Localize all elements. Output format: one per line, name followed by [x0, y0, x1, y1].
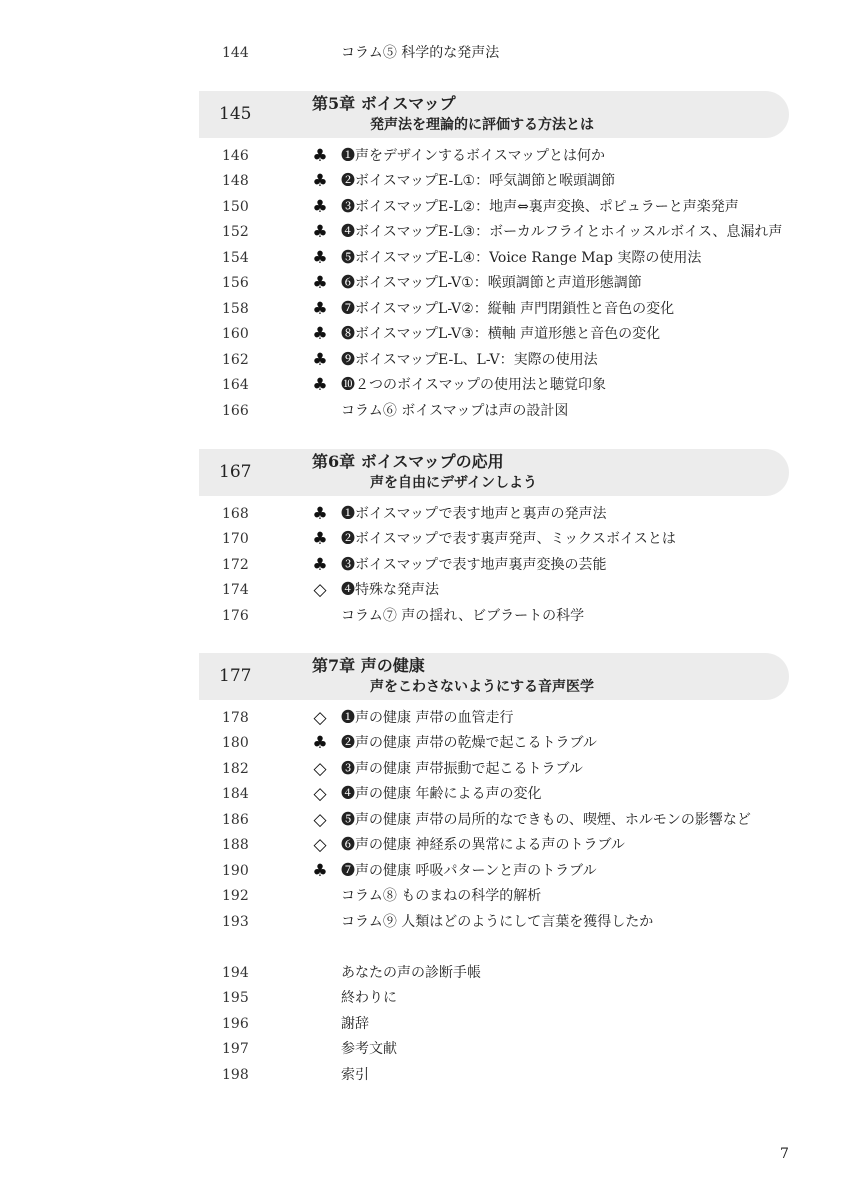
- entry-page-number: 190: [222, 863, 249, 879]
- toc-entry[interactable]: [0, 553, 850, 578]
- chapter-subtitle: 声をこわさないようにする音声医学: [370, 679, 594, 695]
- toc-entry[interactable]: [0, 322, 850, 347]
- entry-title: ❷ボイスマップで表す裏声発声、ミックスボイスとは: [341, 531, 676, 547]
- entry-page-number: 195: [222, 990, 249, 1006]
- entry-page-number: 148: [222, 173, 249, 189]
- entry-title: コラム⑨ 人類はどのようにして言葉を獲得したか: [341, 914, 654, 930]
- club-icon: ♣: [312, 299, 328, 319]
- entry-page-number: 178: [222, 710, 249, 726]
- entry-title: ❶声をデザインするボイスマップとは何か: [341, 148, 606, 164]
- entry-page-number: 176: [222, 608, 249, 624]
- entry-page-number: 197: [222, 1041, 249, 1057]
- entry-page-number: 152: [222, 224, 249, 240]
- entry-title: ❻ボイスマップL-V①：喉頭調節と声道形態調節: [341, 275, 642, 291]
- entry-title: ❾ボイスマップE-L、L-V：実際の使用法: [341, 352, 598, 368]
- entry-title: 謝辞: [341, 1016, 369, 1032]
- entry-title: ❼声の健康 呼吸パターンと声のトラブル: [341, 863, 597, 879]
- diamond-outline-icon: ◇: [313, 784, 327, 804]
- club-icon: ♣: [312, 375, 328, 395]
- entry-page-number: 144: [222, 45, 249, 61]
- toc-entry[interactable]: [0, 757, 850, 782]
- entry-title: ❹特殊な発声法: [341, 582, 439, 598]
- entry-title: 索引: [341, 1067, 369, 1083]
- entry-title: ❺声の健康 声帯の局所的なできもの、喫煙、ホルモンの影響など: [341, 812, 751, 828]
- entry-title: コラム⑦ 声の揺れ、ビブラートの科学: [341, 608, 585, 624]
- chapter-title: 第6章 ボイスマップの応用: [312, 452, 504, 471]
- entry-title: あなたの声の診断手帳: [341, 965, 481, 981]
- toc-entry[interactable]: [0, 399, 850, 424]
- entry-title: ❺ボイスマップE-L④：Voice Range Map 実際の使用法: [341, 250, 702, 266]
- toc-entry[interactable]: [0, 527, 850, 552]
- diamond-outline-icon: ◇: [313, 835, 327, 855]
- toc-entry[interactable]: [0, 144, 850, 169]
- diamond-outline-icon: ◇: [313, 708, 327, 728]
- club-icon: ♣: [312, 555, 328, 575]
- toc-entry[interactable]: [0, 1063, 850, 1088]
- entry-title: ❶ボイスマップで表す地声と裏声の発声法: [341, 506, 607, 522]
- toc-entry[interactable]: [0, 808, 850, 833]
- chapter-header: [199, 91, 789, 138]
- toc-entry[interactable]: [0, 246, 850, 271]
- entry-title: ❹ボイスマップE-L③：ボーカルフライとホイッスルボイス、息漏れ声: [341, 224, 783, 240]
- entry-title: 終わりに: [341, 990, 397, 1006]
- toc-entry[interactable]: [0, 604, 850, 629]
- entry-title: コラム⑧ ものまねの科学的解析: [341, 888, 542, 904]
- diamond-outline-icon: ◇: [313, 810, 327, 830]
- entry-page-number: 154: [222, 250, 249, 266]
- entry-page-number: 186: [222, 812, 249, 828]
- entry-title: ❸声の健康 声帯振動で起こるトラブル: [341, 761, 583, 777]
- chapter-subtitle: 声を自由にデザインしよう: [370, 475, 538, 491]
- entry-page-number: 184: [222, 786, 249, 802]
- entry-title: ❷声の健康 声帯の乾燥で起こるトラブル: [341, 735, 597, 751]
- club-icon: ♣: [312, 222, 328, 242]
- entry-page-number: 193: [222, 914, 249, 930]
- chapter-page-number: 167: [219, 462, 252, 482]
- entry-page-number: 172: [222, 557, 249, 573]
- entry-page-number: 146: [222, 148, 249, 164]
- entry-title: コラム⑥ ボイスマップは声の設計図: [341, 403, 569, 419]
- chapter-title: 第7章 声の健康: [312, 656, 425, 675]
- toc-entry[interactable]: [0, 782, 850, 807]
- toc-entry[interactable]: [0, 1012, 850, 1037]
- club-icon: ♣: [312, 861, 328, 881]
- toc-entry[interactable]: [0, 195, 850, 220]
- chapter-page-number: 145: [219, 104, 252, 124]
- entry-page-number: 160: [222, 326, 249, 342]
- toc-entry[interactable]: [0, 41, 850, 66]
- entry-title: 参考文献: [341, 1041, 397, 1057]
- toc-entry[interactable]: [0, 169, 850, 194]
- club-icon: ♣: [312, 733, 328, 753]
- club-icon: ♣: [312, 197, 328, 217]
- toc-entry[interactable]: [0, 348, 850, 373]
- entry-page-number: 196: [222, 1016, 249, 1032]
- toc-entry[interactable]: [0, 706, 850, 731]
- toc-entry[interactable]: [0, 220, 850, 245]
- entry-page-number: 158: [222, 301, 249, 317]
- entry-page-number: 162: [222, 352, 249, 368]
- toc-entry[interactable]: [0, 884, 850, 909]
- toc-entry[interactable]: [0, 373, 850, 398]
- chapter-subtitle: 発声法を理論的に評価する方法とは: [370, 117, 594, 133]
- entry-page-number: 168: [222, 506, 249, 522]
- entry-title: ❽ボイスマップL-V③：横軸 声道形態と音色の変化: [341, 326, 661, 342]
- club-icon: ♣: [312, 504, 328, 524]
- club-icon: ♣: [312, 529, 328, 549]
- entry-title: ❷ボイスマップE-L①：呼気調節と喉頭調節: [341, 173, 616, 189]
- entry-title: ❼ボイスマップL-V②：縦軸 声門閉鎖性と音色の変化: [341, 301, 675, 317]
- chapter-title: 第5章 ボイスマップ: [312, 94, 456, 113]
- toc-entry[interactable]: [0, 833, 850, 858]
- toc-entry[interactable]: [0, 502, 850, 527]
- entry-page-number: 194: [222, 965, 249, 981]
- chapter-header: [199, 653, 789, 700]
- entry-title: ❿２つのボイスマップの使用法と聴覚印象: [341, 377, 607, 393]
- entry-page-number: 198: [222, 1067, 249, 1083]
- diamond-outline-icon: ◇: [313, 759, 327, 779]
- entry-page-number: 170: [222, 531, 249, 547]
- toc-entry[interactable]: [0, 986, 850, 1011]
- club-icon: ♣: [312, 248, 328, 268]
- entry-page-number: 174: [222, 582, 249, 598]
- club-icon: ♣: [312, 146, 328, 166]
- entry-page-number: 164: [222, 377, 249, 393]
- entry-page-number: 156: [222, 275, 249, 291]
- toc-entry[interactable]: [0, 731, 850, 756]
- entry-title: ❸ボイスマップE-L②：地声⇔裏声変換、ポピュラーと声楽発声: [341, 199, 739, 215]
- toc-entry[interactable]: [0, 578, 850, 603]
- toc-entry[interactable]: [0, 910, 850, 935]
- toc-entry[interactable]: [0, 1037, 850, 1062]
- chapter-header: [199, 449, 789, 496]
- entry-page-number: 192: [222, 888, 249, 904]
- club-icon: ♣: [312, 350, 328, 370]
- entry-title: コラム⑤ 科学的な発声法: [341, 45, 500, 61]
- toc-entry[interactable]: [0, 271, 850, 296]
- entry-title: ❶声の健康 声帯の血管走行: [341, 710, 514, 726]
- page-number: 7: [780, 1146, 789, 1162]
- toc-entry[interactable]: [0, 297, 850, 322]
- entry-title: ❹声の健康 年齢による声の変化: [341, 786, 542, 802]
- club-icon: ♣: [312, 324, 328, 344]
- club-icon: ♣: [312, 171, 328, 191]
- diamond-outline-icon: ◇: [313, 580, 327, 600]
- entry-title: ❻声の健康 神経系の異常による声のトラブル: [341, 837, 625, 853]
- entry-title: ❸ボイスマップで表す地声裏声変換の芸能: [341, 557, 607, 573]
- toc-entry[interactable]: [0, 961, 850, 986]
- chapter-page-number: 177: [219, 666, 252, 686]
- club-icon: ♣: [312, 273, 328, 293]
- entry-page-number: 166: [222, 403, 249, 419]
- entry-page-number: 180: [222, 735, 249, 751]
- toc-entry[interactable]: [0, 859, 850, 884]
- entry-page-number: 182: [222, 761, 249, 777]
- entry-page-number: 188: [222, 837, 249, 853]
- entry-page-number: 150: [222, 199, 249, 215]
